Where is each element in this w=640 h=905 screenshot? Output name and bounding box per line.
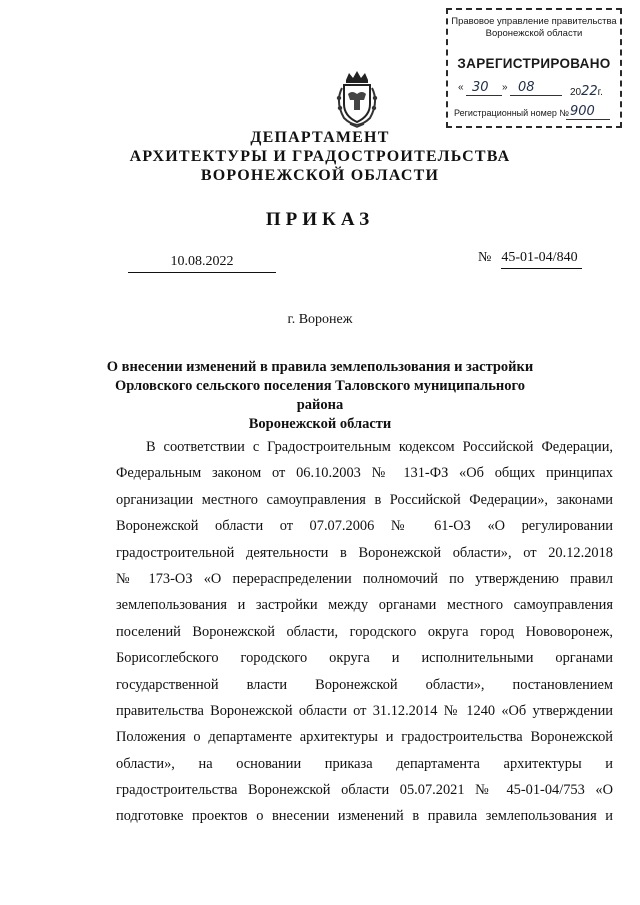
department-name-line2: АРХИТЕКТУРЫ И ГРАДОСТРОИТЕЛЬСТВА	[129, 148, 511, 165]
stamp-organization	[448, 16, 620, 40]
stamp-number-label: Регистрационный номер №	[454, 108, 570, 118]
department-name-line1: ДЕПАРТАМЕНТ	[250, 129, 390, 146]
order-date: 10.08.2022	[128, 254, 276, 273]
body-line: градостроительной деятельности в Воронежской области», от 20.12.2018	[116, 544, 613, 561]
order-title	[100, 358, 540, 434]
body-line: Борисоглебского городского округа и исполнительными органами	[116, 650, 613, 667]
stamp-date-day: 30	[472, 80, 489, 95]
body-line: Федеральным законом от 06.10.2003 № 131-ФЗ «Об общих принципах	[116, 465, 613, 482]
body-line: градостроительства Воронежской области 05.07.2021 № 45-01-04/753 «О	[116, 782, 613, 799]
body-line: подготовке проектов о внесении изменений в правила землепользования и	[116, 808, 613, 825]
body-line: организации местного самоуправления в Российской Федерации», законами	[116, 491, 613, 508]
department-name-line3: ВОРОНЕЖСКОЙ ОБЛАСТИ	[200, 167, 440, 184]
number-sign: №	[478, 250, 492, 265]
order-number	[478, 250, 582, 269]
body-line: правительства Воронежской области от 31.12.2014 № 1240 «Об утверждении	[116, 702, 613, 719]
order-title-line2: Орловского сельского поселения Таловского муниципального района	[115, 378, 525, 413]
body-line: № 173-ОЗ «О перераспределении полномочий по утверждению правил	[116, 570, 613, 587]
body-line: Положения о департаменте архитектуры и градостроительства Воронежской	[116, 729, 613, 746]
order-title-line3: Воронежской области	[248, 416, 392, 432]
body-line: Воронежской области от 07.07.2006 № 61-ОЗ «О регулировании	[116, 518, 613, 535]
order-number-value: 45-01-04/840	[501, 250, 581, 269]
body-line: В соответствии с Градостроительным кодексом Российской Федерации,	[146, 439, 613, 455]
stamp-registered-label: ЗАРЕГИСТРИРОВАНО	[457, 56, 611, 71]
stamp-date-month: 08	[518, 80, 535, 95]
stamp-org-line2: Воронежской области	[485, 28, 583, 39]
stamp-number-row	[454, 104, 614, 119]
coat-of-arms-emblem	[334, 70, 380, 128]
body-line: области», на основании приказа департамента архитектуры и	[116, 755, 613, 772]
body-line: поселений Воронежской области, городского округа город Нововоронеж,	[116, 623, 613, 640]
body-line: государственной власти Воронежской области», постановлением	[116, 676, 613, 693]
stamp-org-line1: Правовое управление правительства	[451, 16, 617, 27]
stamp-date-year: 2022г.	[570, 84, 603, 99]
city-location: г. Воронеж	[287, 312, 353, 327]
order-body-paragraph	[116, 434, 613, 830]
document-type-heading: ПРИКАЗ	[265, 209, 375, 230]
order-title-line1: О внесении изменений в правила землепользования и застройки	[106, 359, 534, 375]
stamp-number-value: 900	[570, 104, 595, 119]
registration-stamp	[446, 8, 622, 128]
stamp-date-row: « 30 » 08 2022г.	[458, 80, 603, 99]
body-line: землепользования и застройки между органами местного самоуправления	[116, 597, 613, 614]
